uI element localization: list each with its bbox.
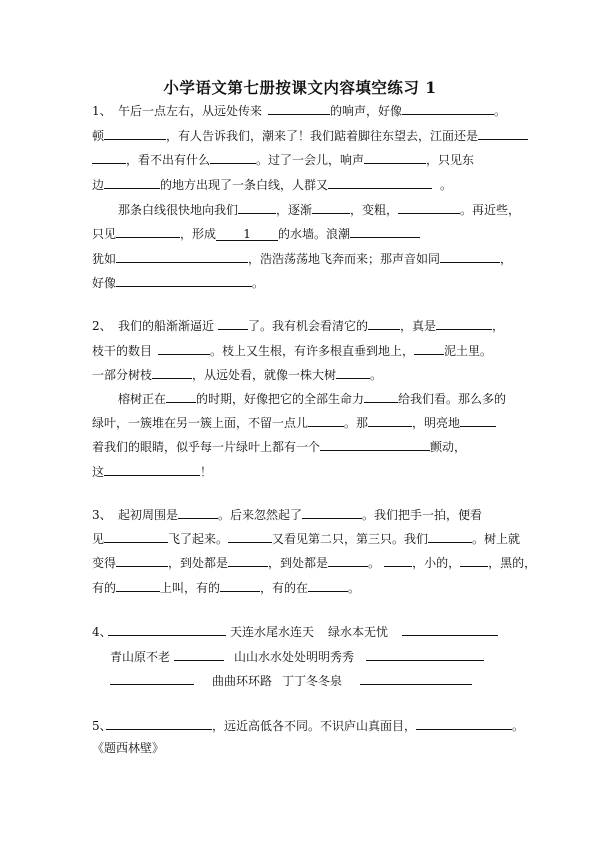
blank[interactable] (328, 553, 368, 567)
blank[interactable] (220, 578, 260, 592)
blank[interactable] (416, 716, 512, 730)
blank[interactable] (104, 462, 200, 476)
q1-line-7: 犹如 ，浩浩荡荡地飞奔而来；那声音如同 ， (92, 248, 512, 270)
blank[interactable] (308, 578, 348, 592)
blank[interactable] (308, 413, 344, 427)
q1-line-5: 那条白线很快地向我们 ，逐渐 ，变粗， 。再近些， (118, 199, 520, 221)
blank[interactable] (312, 200, 350, 214)
blank[interactable] (116, 553, 168, 567)
q2-number: 2、 (92, 319, 112, 333)
q1-line-2: 顿 ，有人告诉我们，潮来了！我们踮着脚往东望去，江面还是 (92, 125, 528, 147)
q2-line-6: 着我们的眼睛，似乎每一片绿叶上都有一个 颤动， (92, 436, 466, 458)
blank[interactable] (158, 341, 210, 355)
blank[interactable] (268, 101, 330, 115)
blank[interactable] (166, 389, 196, 403)
blank[interactable] (110, 671, 194, 685)
q4-line-3: 曲曲环环路 丁丁冬冬泉 (110, 670, 472, 692)
q3-line-2: 见 飞了起来。 又看见第二只，第三只。我们 。树上就 (92, 528, 520, 550)
q1-line-8: 好像 。 (92, 272, 264, 294)
q4-line-2: 青山原不老 山山水水处处明明秀秀 (110, 646, 484, 668)
blank[interactable] (460, 413, 496, 427)
blank[interactable] (104, 126, 166, 140)
blank[interactable] (320, 437, 430, 451)
blank[interactable] (428, 529, 472, 543)
q1-line-3: ，看不出有什么 。过了一会儿，响声 ，只见东 (92, 149, 474, 171)
blank[interactable] (218, 316, 248, 330)
q2-line-7: 这 ！ (92, 461, 212, 483)
blank[interactable] (106, 716, 212, 730)
q1-line-6: 只见 ，形成 1 的水墙。浪潮 (92, 223, 420, 245)
blank[interactable] (210, 150, 256, 164)
blank[interactable] (328, 175, 432, 189)
blank[interactable] (104, 175, 160, 189)
blank[interactable] (366, 647, 484, 661)
blank[interactable] (364, 389, 398, 403)
q3-number: 3、 (92, 508, 112, 522)
q4-line-1: 4、 天连水尾水连天 绿水本无忧 (92, 621, 498, 643)
blank[interactable] (152, 365, 192, 379)
blank[interactable] (384, 553, 412, 567)
blank[interactable] (92, 150, 126, 164)
blank[interactable] (402, 101, 494, 115)
blank[interactable] (104, 529, 168, 543)
blank[interactable] (116, 273, 252, 287)
blank[interactable] (174, 647, 224, 661)
blank[interactable] (478, 126, 528, 140)
blank[interactable] (302, 505, 362, 519)
blank[interactable] (402, 622, 498, 636)
blank[interactable] (460, 553, 488, 567)
q1-number: 1、 (92, 104, 112, 118)
blank[interactable] (116, 249, 248, 263)
page-title: 小学语文第七册按课文内容填空练习 1 (163, 78, 437, 97)
blank[interactable] (368, 413, 412, 427)
q2-line-2: 枝干的数目 。枝上又生根，有许多根直垂到地上， 泥土里。 (92, 340, 492, 362)
q2-line-1: 2、 我们的船渐渐逼近 了。我有机会看清它的 ，真是 ， (92, 315, 504, 337)
blank[interactable] (116, 578, 160, 592)
q2-line-3: 一部分树枝 ，从远处看，就像一株大树 。 (92, 364, 382, 386)
blank[interactable] (440, 249, 500, 263)
q4-number: 4、 (92, 625, 112, 639)
blank[interactable] (116, 224, 180, 238)
blank[interactable] (228, 529, 272, 543)
q2-line-4: 榕树正在 的时期，好像把它的全部生命力 给我们看。那么多的 (118, 388, 506, 410)
blank[interactable] (364, 150, 426, 164)
blank[interactable] (228, 553, 268, 567)
q1-line-1: 1、 午后一点左右，从远处传来 的响声，好像 。 (92, 100, 506, 122)
blank[interactable] (398, 200, 460, 214)
blank[interactable] (436, 316, 492, 330)
q5-line-1: 5、 ，远近高低各不同。不识庐山真面目， 。 (92, 715, 524, 737)
blank[interactable] (178, 505, 218, 519)
q1-line-4: 边 的地方出现了一条白线，人群又 。 (92, 174, 452, 196)
q3-line-1: 3、 起初周围是 。后来忽然起了 。我们把手一拍，便看 (92, 504, 482, 526)
q3-line-3: 变得 ，到处都是 ，到处都是 。 ，小的， ，黑的， (92, 552, 536, 574)
blank[interactable] (350, 224, 420, 238)
q3-line-4: 有的 上叫，有的 ，有的在 。 (92, 577, 360, 599)
blank[interactable] (414, 341, 444, 355)
blank-filled[interactable]: 1 (216, 227, 278, 241)
blank[interactable] (360, 671, 472, 685)
blank[interactable] (108, 622, 226, 636)
blank[interactable] (368, 316, 400, 330)
q5-number: 5、 (92, 719, 112, 733)
q5-source: 《题西林壁》 (92, 741, 165, 755)
q2-line-5: 绿叶，一簇堆在另一簇上面，不留一点儿 。那 ，明亮地 (92, 412, 496, 434)
blank[interactable] (238, 200, 276, 214)
blank[interactable] (336, 365, 370, 379)
